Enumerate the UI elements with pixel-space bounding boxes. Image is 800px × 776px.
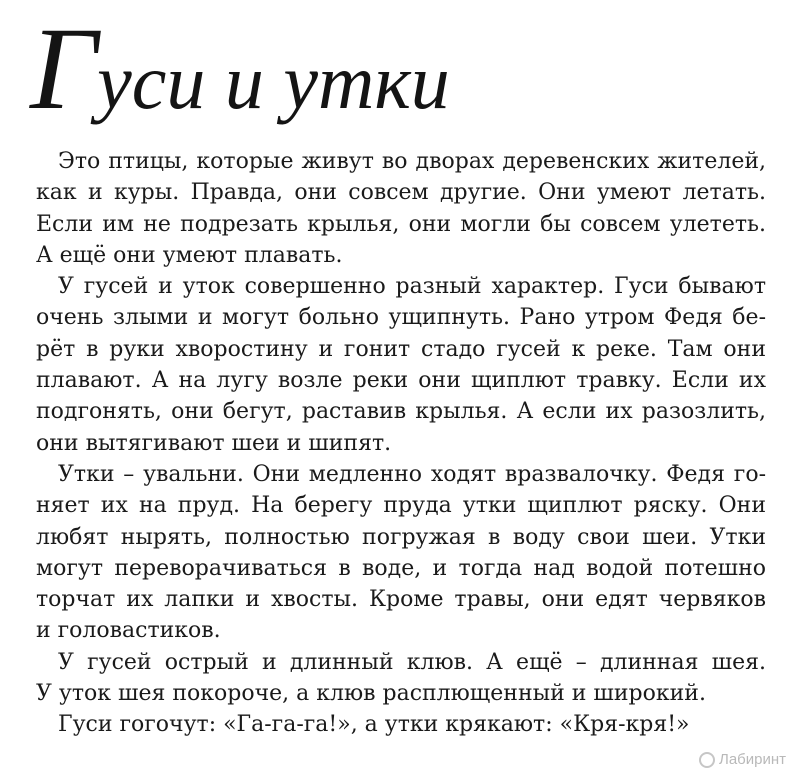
paragraph <box>36 709 766 740</box>
paragraph <box>36 271 766 459</box>
text-line: А ещё они умеют плавать. <box>36 242 343 268</box>
text-line: рёт в руки хворостину и гонит стадо гусей к реке. Там они <box>36 336 766 362</box>
title-initial: Г <box>30 3 96 134</box>
watermark <box>699 751 786 768</box>
text-line: Если им не подрезать крылья, они могли бы совсем улететь. <box>36 211 766 237</box>
text-line: могут переворачиваться в воде, и тогда над водой потешно <box>36 555 766 581</box>
paragraph <box>36 146 766 271</box>
paragraph <box>36 647 766 710</box>
text-line: плавают. А на лугу возле реки они щиплют травку. Если их <box>36 368 766 394</box>
text-line: Утки – увальни. Они медленно ходят вразвалочку. Федя го- <box>58 461 766 487</box>
text-line: У гусей острый и длинный клюв. А ещё – длинная шея. <box>58 649 766 675</box>
text-line: няет их на пруд. На берегу пруда утки щиплют ряску. Они <box>36 493 766 519</box>
text-line: У уток шея покороче, а клюв расплющенный и широкий. <box>36 681 706 707</box>
title-rest: уси и утки <box>97 38 450 125</box>
text-line: Гуси гогочут: «Га-га-га!», а утки крякают: «Кря-кря!» <box>58 712 690 738</box>
text-line: они вытягивают шеи и шипят. <box>36 430 392 456</box>
paragraph <box>36 459 766 647</box>
text-line: торчат их лапки и хвосты. Кроме травы, они едят червяков <box>36 587 766 613</box>
text-line: и головастиков. <box>36 618 221 644</box>
text-line: подгонять, они бегут, раставив крылья. А если их разозлить, <box>36 399 766 425</box>
page-title <box>30 3 450 134</box>
text-line: как и куры. Правда, они совсем другие. Они умеют летать. <box>36 180 766 206</box>
text-line: очень злыми и могут больно ущипнуть. Рано утром Федя бе- <box>36 305 766 331</box>
text-line: любят нырять, полностью погружая в воду свои шеи. Утки <box>36 524 766 550</box>
body-text <box>36 146 766 741</box>
labirint-logo-icon <box>699 752 715 768</box>
watermark-text: Лабиринт <box>718 751 786 768</box>
text-line: У гусей и уток совершенно разный характер. Гуси бывают <box>58 274 766 300</box>
text-line: Это птицы, которые живут во дворах деревенских жителей, <box>58 149 766 174</box>
